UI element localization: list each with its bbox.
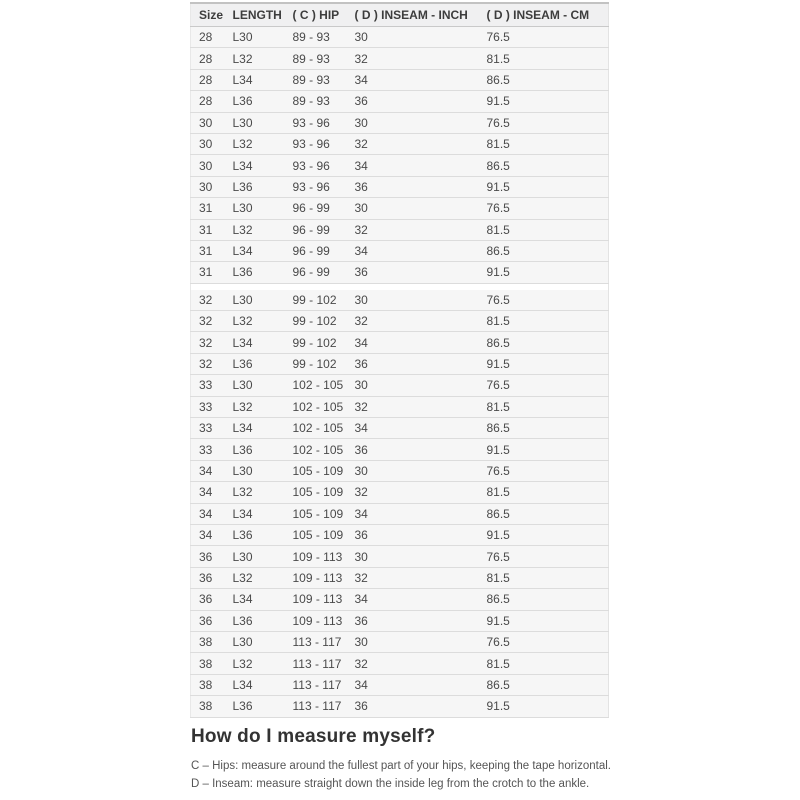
table-cell: 76.5	[479, 27, 609, 48]
table-cell: 32	[191, 290, 225, 311]
table-cell: L34	[225, 332, 285, 353]
table-cell: 93 - 96	[285, 133, 347, 154]
table-cell: L34	[225, 240, 285, 261]
table-cell: 31	[191, 219, 225, 240]
table-cell: 81.5	[479, 133, 609, 154]
table-row	[191, 567, 609, 588]
table-cell: 34	[191, 503, 225, 524]
table-cell: 86.5	[479, 240, 609, 261]
table-cell: 96 - 99	[285, 219, 347, 240]
table-cell: 89 - 93	[285, 69, 347, 90]
table-cell: 102 - 105	[285, 439, 347, 460]
table-cell: 36	[347, 91, 479, 112]
table-cell: L36	[225, 610, 285, 631]
table-cell: 86.5	[479, 69, 609, 90]
table-cell: L32	[225, 653, 285, 674]
table-cell: 86.5	[479, 332, 609, 353]
table-cell: 38	[191, 696, 225, 717]
table-cell: 33	[191, 418, 225, 439]
table-cell: 91.5	[479, 262, 609, 283]
table-cell: L36	[225, 91, 285, 112]
table-cell: 36	[191, 610, 225, 631]
table-cell: 102 - 105	[285, 375, 347, 396]
table-cell: 30	[191, 133, 225, 154]
table-row	[191, 418, 609, 439]
col-header-inseam-inch: ( D ) INSEAM - INCH	[347, 3, 479, 27]
table-cell: 30	[191, 155, 225, 176]
table-cell: 32	[347, 219, 479, 240]
table-cell: 76.5	[479, 198, 609, 219]
table-cell: 86.5	[479, 155, 609, 176]
table-cell: 91.5	[479, 610, 609, 631]
table-cell: 36	[191, 589, 225, 610]
table-cell: 34	[347, 589, 479, 610]
table-cell: 33	[191, 439, 225, 460]
table-cell: 28	[191, 27, 225, 48]
table-cell: 32	[191, 311, 225, 332]
table-cell: 32	[347, 133, 479, 154]
table-row	[191, 482, 609, 503]
table-row	[191, 503, 609, 524]
col-header-size: Size	[191, 3, 225, 27]
table-cell: 81.5	[479, 653, 609, 674]
table-cell: 30	[347, 198, 479, 219]
table-cell: 32	[191, 332, 225, 353]
table-cell: L30	[225, 631, 285, 652]
table-cell: L30	[225, 460, 285, 481]
table-cell: 93 - 96	[285, 176, 347, 197]
table-row	[191, 546, 609, 567]
table-row	[191, 240, 609, 261]
table-cell: 34	[347, 674, 479, 695]
table-cell: L34	[225, 418, 285, 439]
table-cell: 28	[191, 48, 225, 69]
table-row	[191, 696, 609, 717]
table-row	[191, 176, 609, 197]
table-cell: 30	[191, 112, 225, 133]
table-row	[191, 589, 609, 610]
table-cell: 76.5	[479, 546, 609, 567]
table-row	[191, 219, 609, 240]
measure-title: How do I measure myself?	[191, 726, 436, 747]
table-cell: 76.5	[479, 460, 609, 481]
table-cell: 30	[347, 375, 479, 396]
table-cell: 33	[191, 375, 225, 396]
table-cell: L30	[225, 112, 285, 133]
table-cell: 105 - 109	[285, 460, 347, 481]
table-cell: 38	[191, 631, 225, 652]
table-cell: 91.5	[479, 524, 609, 545]
table-row	[191, 674, 609, 695]
table-cell: 36	[347, 524, 479, 545]
table-cell: L36	[225, 353, 285, 374]
table-row	[191, 91, 609, 112]
table-cell: 34	[347, 155, 479, 176]
table-cell: L32	[225, 48, 285, 69]
table-cell: 89 - 93	[285, 27, 347, 48]
table-cell: 34	[347, 240, 479, 261]
table-cell: L36	[225, 176, 285, 197]
table-cell: 36	[347, 696, 479, 717]
table-cell: 81.5	[479, 48, 609, 69]
table-cell: 91.5	[479, 439, 609, 460]
table-cell: L32	[225, 567, 285, 588]
table-row	[191, 524, 609, 545]
table-cell: 89 - 93	[285, 91, 347, 112]
table-cell: L32	[225, 219, 285, 240]
table-cell: L34	[225, 674, 285, 695]
table-cell: 89 - 93	[285, 48, 347, 69]
table-cell: 99 - 102	[285, 290, 347, 311]
measure-section	[191, 726, 751, 793]
table-cell: 30	[347, 460, 479, 481]
col-header-length: LENGTH	[225, 3, 285, 27]
table-cell: 113 - 117	[285, 674, 347, 695]
table-cell: L36	[225, 524, 285, 545]
table-cell: 113 - 117	[285, 631, 347, 652]
table-header-row	[191, 3, 609, 27]
table-cell: 76.5	[479, 112, 609, 133]
table-row	[191, 353, 609, 374]
table-cell: 96 - 99	[285, 240, 347, 261]
table-cell: 31	[191, 240, 225, 261]
table-cell: 34	[347, 332, 479, 353]
table-cell: 32	[347, 482, 479, 503]
table-cell: L30	[225, 27, 285, 48]
table-cell: 93 - 96	[285, 155, 347, 176]
table-cell: 102 - 105	[285, 396, 347, 417]
table-cell: 86.5	[479, 503, 609, 524]
table-cell: L34	[225, 503, 285, 524]
table-row	[191, 27, 609, 48]
table-cell: 34	[191, 460, 225, 481]
table-cell: 28	[191, 91, 225, 112]
table-row	[191, 439, 609, 460]
table-cell: 109 - 113	[285, 610, 347, 631]
table-cell: 33	[191, 396, 225, 417]
table-cell: 91.5	[479, 696, 609, 717]
table-cell: 102 - 105	[285, 418, 347, 439]
table-cell: 36	[347, 262, 479, 283]
table-cell: 81.5	[479, 482, 609, 503]
table-row	[191, 155, 609, 176]
table-cell: 36	[191, 567, 225, 588]
table-cell: L30	[225, 375, 285, 396]
table-cell: 113 - 117	[285, 696, 347, 717]
table-cell: 32	[191, 353, 225, 374]
table-cell: 36	[347, 353, 479, 374]
table-row	[191, 69, 609, 90]
table-row	[191, 311, 609, 332]
table-cell: L32	[225, 482, 285, 503]
table-cell: 105 - 109	[285, 524, 347, 545]
table-cell: 32	[347, 396, 479, 417]
table-cell: L32	[225, 133, 285, 154]
table-cell: L32	[225, 311, 285, 332]
table-row	[191, 375, 609, 396]
table-cell: 31	[191, 198, 225, 219]
size-table-body	[191, 27, 609, 718]
table-row	[191, 460, 609, 481]
table-cell: L34	[225, 589, 285, 610]
table-cell: L36	[225, 262, 285, 283]
table-cell: 81.5	[479, 219, 609, 240]
table-cell: L34	[225, 69, 285, 90]
table-cell: 30	[347, 631, 479, 652]
table-cell: 30	[347, 27, 479, 48]
measure-line-hips: C – Hips: measure around the fullest part of your hips, keeping the tape horizontal.	[191, 760, 611, 772]
table-row	[191, 631, 609, 652]
table-cell: 32	[347, 48, 479, 69]
table-row	[191, 133, 609, 154]
table-cell: 36	[191, 546, 225, 567]
table-row	[191, 290, 609, 311]
table-cell: 86.5	[479, 418, 609, 439]
table-cell: 99 - 102	[285, 311, 347, 332]
table-cell: 36	[347, 610, 479, 631]
table-cell: 109 - 113	[285, 589, 347, 610]
table-row	[191, 610, 609, 631]
table-cell: 30	[347, 290, 479, 311]
table-cell: 105 - 109	[285, 503, 347, 524]
table-cell: 36	[347, 176, 479, 197]
table-cell: 81.5	[479, 396, 609, 417]
table-cell: 86.5	[479, 674, 609, 695]
table-cell: 30	[191, 176, 225, 197]
table-cell: 30	[347, 546, 479, 567]
table-cell: 91.5	[479, 91, 609, 112]
measure-line-inseam: D – Inseam: measure straight down the inside leg from the crotch to the ankle.	[191, 778, 590, 790]
table-cell: 34	[191, 524, 225, 545]
table-cell: 34	[347, 503, 479, 524]
table-cell: 28	[191, 69, 225, 90]
table-cell: 32	[347, 567, 479, 588]
table-row	[191, 112, 609, 133]
table-cell: L34	[225, 155, 285, 176]
table-cell: 91.5	[479, 176, 609, 197]
table-cell: 109 - 113	[285, 546, 347, 567]
table-cell: 96 - 99	[285, 262, 347, 283]
table-cell: 34	[347, 69, 479, 90]
col-header-inseam-cm: ( D ) INSEAM - CM	[479, 3, 609, 27]
table-cell: 31	[191, 262, 225, 283]
col-header-hip: ( C ) HIP	[285, 3, 347, 27]
table-cell: 113 - 117	[285, 653, 347, 674]
table-cell: 81.5	[479, 311, 609, 332]
table-cell: 81.5	[479, 567, 609, 588]
table-cell: 30	[347, 112, 479, 133]
table-cell: 99 - 102	[285, 332, 347, 353]
table-cell: 38	[191, 653, 225, 674]
table-row	[191, 48, 609, 69]
table-cell: 38	[191, 674, 225, 695]
table-row	[191, 262, 609, 283]
table-cell: 93 - 96	[285, 112, 347, 133]
table-cell: 96 - 99	[285, 198, 347, 219]
table-row	[191, 396, 609, 417]
table-cell: 36	[347, 439, 479, 460]
table-cell: L36	[225, 696, 285, 717]
table-cell: L30	[225, 198, 285, 219]
table-cell: 32	[347, 311, 479, 332]
table-cell: 86.5	[479, 589, 609, 610]
table-cell: 34	[347, 418, 479, 439]
table-cell: 109 - 113	[285, 567, 347, 588]
table-row	[191, 653, 609, 674]
table-cell: 76.5	[479, 290, 609, 311]
table-cell: 76.5	[479, 631, 609, 652]
table-row	[191, 198, 609, 219]
table-cell: 105 - 109	[285, 482, 347, 503]
table-cell: 99 - 102	[285, 353, 347, 374]
size-chart-table	[190, 2, 609, 718]
table-cell: L30	[225, 546, 285, 567]
table-cell: 76.5	[479, 375, 609, 396]
table-cell: L36	[225, 439, 285, 460]
table-cell: L32	[225, 396, 285, 417]
table-cell: 91.5	[479, 353, 609, 374]
table-row	[191, 332, 609, 353]
table-cell: L30	[225, 290, 285, 311]
table-cell: 34	[191, 482, 225, 503]
table-cell: 32	[347, 653, 479, 674]
